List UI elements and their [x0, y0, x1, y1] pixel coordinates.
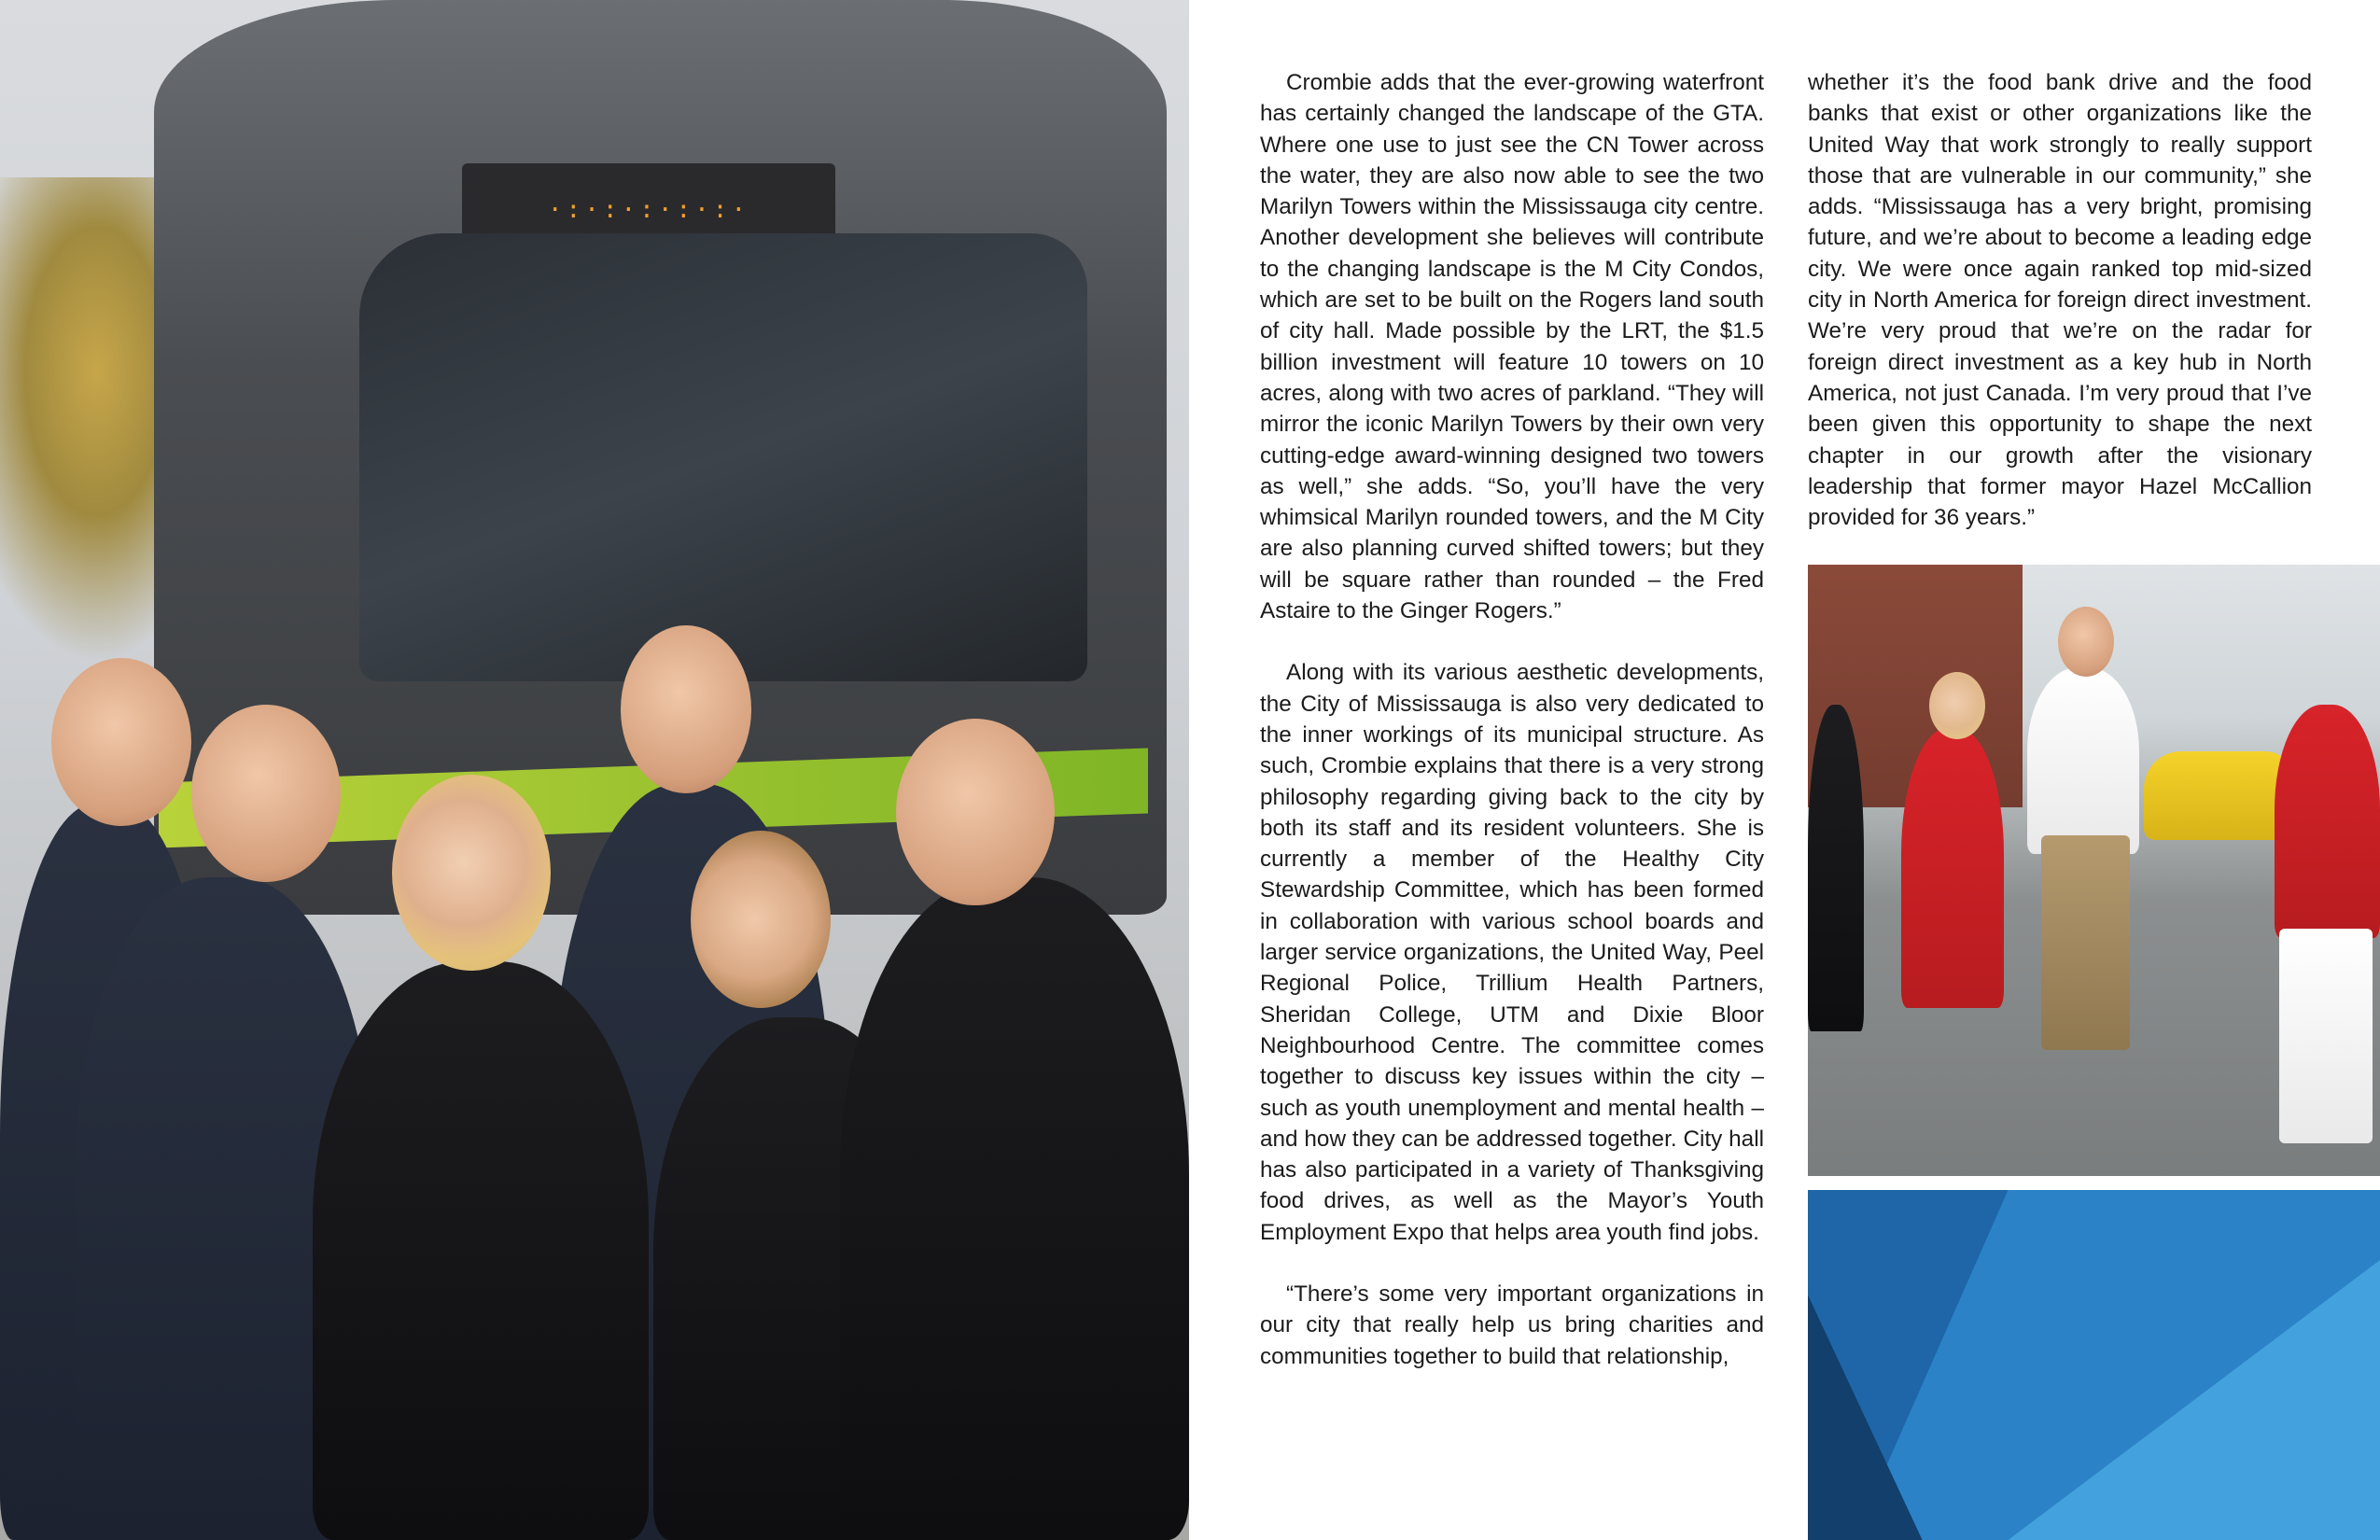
woman-red-dress-head: [1929, 672, 1985, 739]
article-column-left: [1260, 67, 1764, 1403]
person-far-left-head: [51, 658, 191, 826]
person-2-head: [191, 705, 341, 882]
man-white-shirt: [2027, 667, 2139, 854]
woman-red-dress: [1901, 728, 2004, 1008]
man-khaki-pants: [2041, 835, 2130, 1050]
person-right: [840, 877, 1189, 1540]
group-photo-lrt: [0, 0, 1189, 1540]
tram-destination-sign: ·:·:·:·:·:·: [462, 163, 835, 257]
blue-decorative-panel: [1808, 1190, 2380, 1540]
police-officer: [1808, 705, 1864, 1031]
person-right-head: [896, 719, 1055, 905]
person-mayor-head: [392, 775, 551, 971]
paragraph: whether it’s the food bank drive and the food banks that exist or other organizations like the United Way that work strongly to really support those that are vulnerable in our community,” she adds. “Mississauga has a very bright, promising future, and we’re about to become a leading edge city. We were once again ranked top mid-sized city in North America for foreign direct investment. We’re very proud that we’re on the radar for foreign direct investment as a key hub in North America, not just Canada. I’m very proud that I’ve been given this opportunity to shape the next chapter in our growth after the visionary leadership that former mayor Hazel McCallion provided for 36 years.”: [1808, 70, 2312, 531]
tram-windshield: [359, 233, 1087, 681]
person-glasses-woman-head: [691, 831, 831, 1008]
article-column-right: [1808, 67, 2312, 564]
paragraph: “There’s some very important organizations in our city that really help us bring charities and communities together to build that relationship,: [1260, 1281, 1764, 1369]
paragraph: Along with its various aesthetic developments, the City of Mississauga is also very dedicated to the inner workings of its municipal structure. As such, Crombie explains that there is a very strong philosophy regarding giving back to the city by both its staff and its resident volunteers. She is currently a member of the Healthy City Stewardship Committee, which has been formed in collaboration with various school boards and larger service organizations, the United Way, Peel Regional Police, Trillium Health Partners, Sheridan College, UTM and Dixie Bloor Neighbourhood Centre. The committee comes together to discuss key issues within the city – such as youth unemployment and mental health – and how they can be addressed together. City hall has also participated in a variety of Thanksgiving food drives, as well as the Mayor’s Youth Employment Expo that helps area youth find jobs.: [1260, 660, 1764, 1245]
yellow-car: [2144, 751, 2293, 840]
person-mayor: [313, 961, 649, 1540]
person-white-pants: [2279, 929, 2373, 1143]
person-red-jacket: [2275, 705, 2380, 938]
parade-photo: [1808, 565, 2380, 1176]
paragraph: Crombie adds that the ever-growing waterfront has certainly changed the landscape of the GTA. Where one use to just see the CN Tower across the water, they are also now able to see the two Marilyn Towers within the Mississauga city centre. Another development she believes will contribute to the changing landscape is the M City Condos, which are set to be built on the Rogers land south of city hall. Made possible by the LRT, the $1.5 billion investment will feature 10 towers on 10 acres, along with two acres of parkland. “They will mirror the iconic Marilyn Towers by their own very cutting-edge award-winning designed two towers as well,” she adds. “So, you’ll have the very whimsical Marilyn rounded towers, and the M City are also planning curved shifted towers; but they will be square rather than rounded – the Fred Astaire to the Ginger Rogers.”: [1260, 70, 1764, 624]
person-back-center-head: [621, 625, 751, 793]
man-white-shirt-head: [2058, 607, 2114, 677]
